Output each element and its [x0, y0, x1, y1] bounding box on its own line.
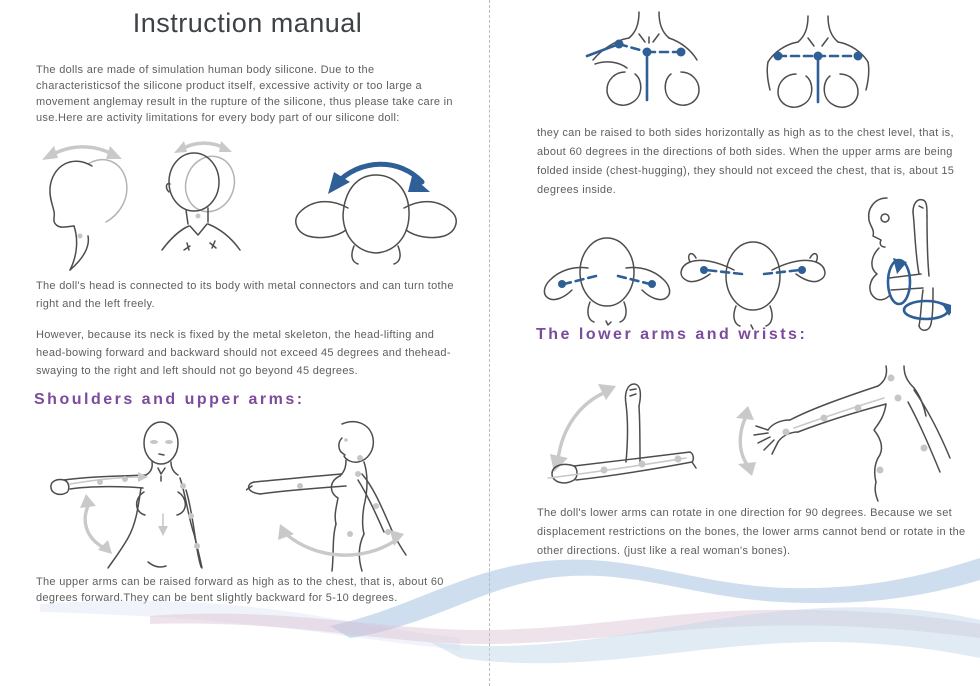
neck-note-paragraph: However, because its neck is fixed by the metal skeleton, the head-lifting and head-bowing forward and backward should not exceed 45 degrees and thehead-swaying to the right and left should not go beyond 45 degrees. [36, 329, 451, 377]
shoulders-heading: Shoulders and upper arms: [34, 391, 305, 408]
elbow-rotation-icon [843, 186, 951, 332]
sides-note-paragraph: they can be raised to both sides horizontally as high as to the chest level, that is, about 60 degrees in the directions of both sides. When the upper arms are being folded inside (chest-hugging), they should not exceed the chest, that is, about 15 degrees inside. [537, 127, 955, 196]
head-side-nod-icon [28, 140, 140, 282]
arms-top-view-spread-icon [678, 220, 828, 332]
page-title: Instruction manual [132, 8, 363, 38]
upper-arms-note-paragraph: The upper arms can be raised forward as high as to the chest, that is, about 60 degrees forward.They can be bent slightly backward for 5-10 degrees. [36, 576, 444, 604]
head-front-sway-icon [150, 138, 255, 260]
head-top-turn-icon [288, 150, 463, 265]
lower-arms-note-paragraph: The doll's lower arms can rotate in one direction for 90 degrees. Because we set displacement restrictions on the bones, the lower arms cannot bend or rotate in the other directions. (just like a real woman's bones). [537, 507, 966, 557]
decorative-wave-graphic [0, 546, 980, 686]
shoulder-skeleton-raised-icon [583, 6, 723, 116]
shoulder-skeleton-level-icon [758, 12, 880, 116]
arms-top-view-folded-icon [538, 216, 676, 328]
wrist-rotation-icon [728, 362, 953, 502]
forearm-raise-icon [538, 370, 700, 506]
head-note-paragraph: The doll's head is connected to its body with metal connectors and can turn tothe right and the left freely. [36, 280, 454, 310]
lower-arms-heading: The lower arms and wrists: [536, 326, 808, 343]
intro-paragraph: The dolls are made of simulation human body silicone. Due to the characteristicsof the silicone product itself, excessive activity or too large a movement anglemay result in the rupture of the silicone, thus please take care in use.Here are activity limitations for every body part of our silicone doll: [36, 64, 453, 124]
